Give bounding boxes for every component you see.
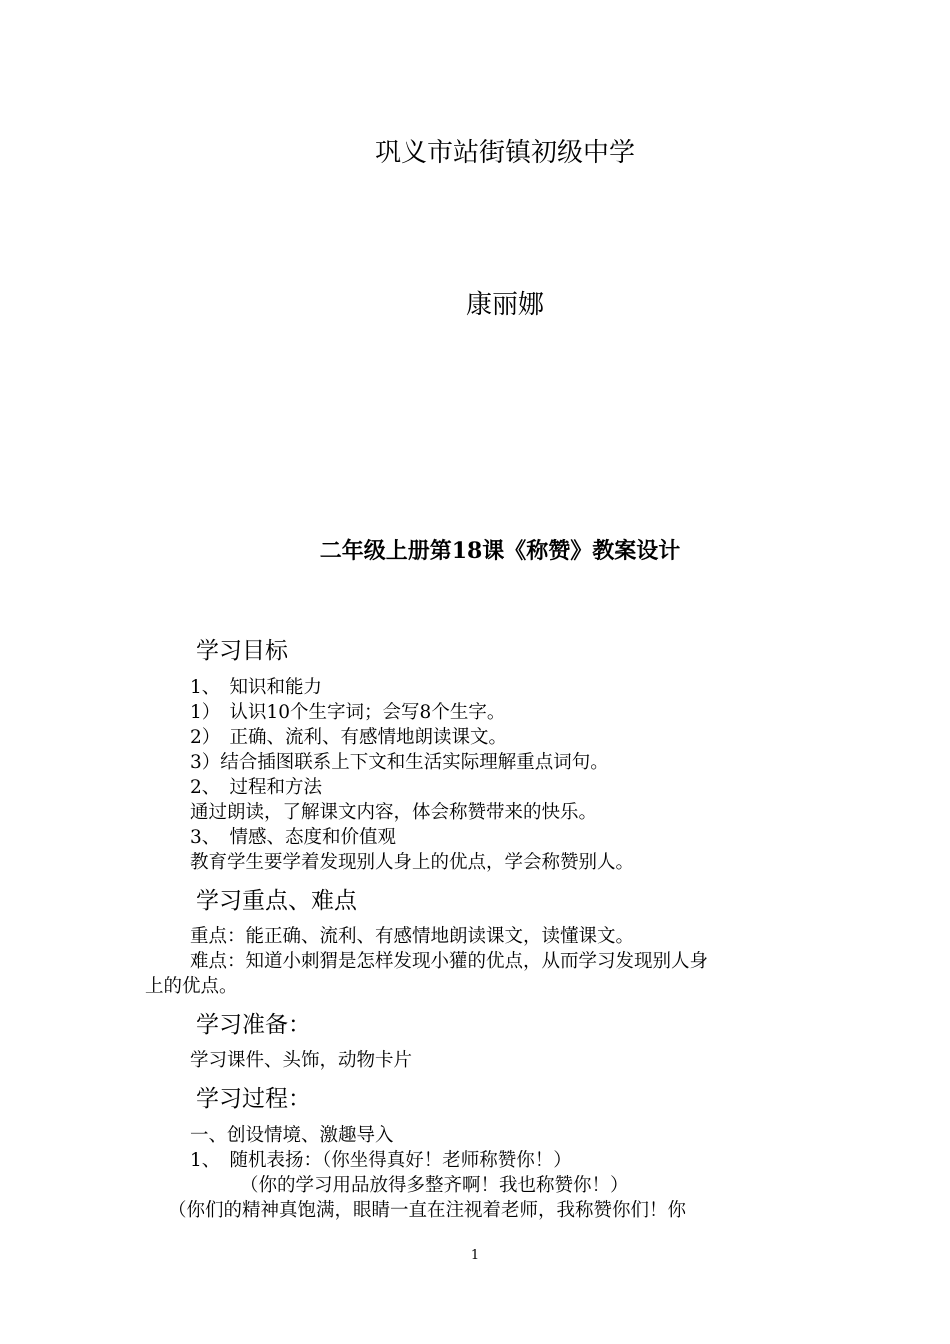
goal-line: 2） 正确、流利、有感情地朗读课文。 bbox=[190, 727, 508, 748]
goal-line: 1、 知识和能力 bbox=[190, 677, 323, 698]
goal-line: 通过朗读，了解课文内容，体会称赞带来的快乐。 bbox=[190, 802, 598, 823]
goal-line: 3、 情感、态度和价值观 bbox=[190, 827, 397, 848]
prep-text: 学习课件、头饰，动物卡片 bbox=[190, 1050, 413, 1071]
goal-line: 1） 认识10个生字词；会写8个生字。 bbox=[190, 702, 506, 723]
process-heading: 学习过程： bbox=[196, 1086, 311, 1112]
author-name: 康丽娜 bbox=[465, 290, 544, 320]
process-line: （你的学习用品放得多整齐啊！我也称赞你！） bbox=[240, 1175, 629, 1196]
goals-heading: 学习目标 bbox=[196, 638, 288, 664]
difficult-point: 难点：知道小刺猬是怎样发现小獾的优点，从而学习发现别人身 bbox=[190, 951, 709, 972]
school-name: 巩义市站街镇初级中学 bbox=[374, 138, 635, 168]
goal-line: 2、 过程和方法 bbox=[190, 777, 323, 798]
process-line: 1、 随机表扬：（你坐得真好！老师称赞你！） bbox=[190, 1150, 572, 1171]
goal-line: 3）结合插图联系上下文和生活实际理解重点词句。 bbox=[190, 752, 609, 773]
document-title: 二年级上册第18课《称赞》教案设计 bbox=[319, 538, 681, 564]
process-line: 一、创设情境、激趣导入 bbox=[190, 1125, 394, 1146]
difficult-point-continued: 上的优点。 bbox=[145, 976, 238, 997]
process-line: （你们的精神真饱满，眼睛一直在注视着老师，我称赞你们！你 bbox=[168, 1200, 687, 1221]
key-point: 重点：能正确、流利、有感情地朗读课文，读懂课文。 bbox=[190, 926, 635, 947]
key-heading: 学习重点、难点 bbox=[196, 888, 357, 914]
goal-line: 教育学生要学着发现别人身上的优点，学会称赞别人。 bbox=[190, 852, 635, 873]
page-number: 1 bbox=[470, 1248, 480, 1263]
prep-heading: 学习准备： bbox=[196, 1012, 311, 1038]
